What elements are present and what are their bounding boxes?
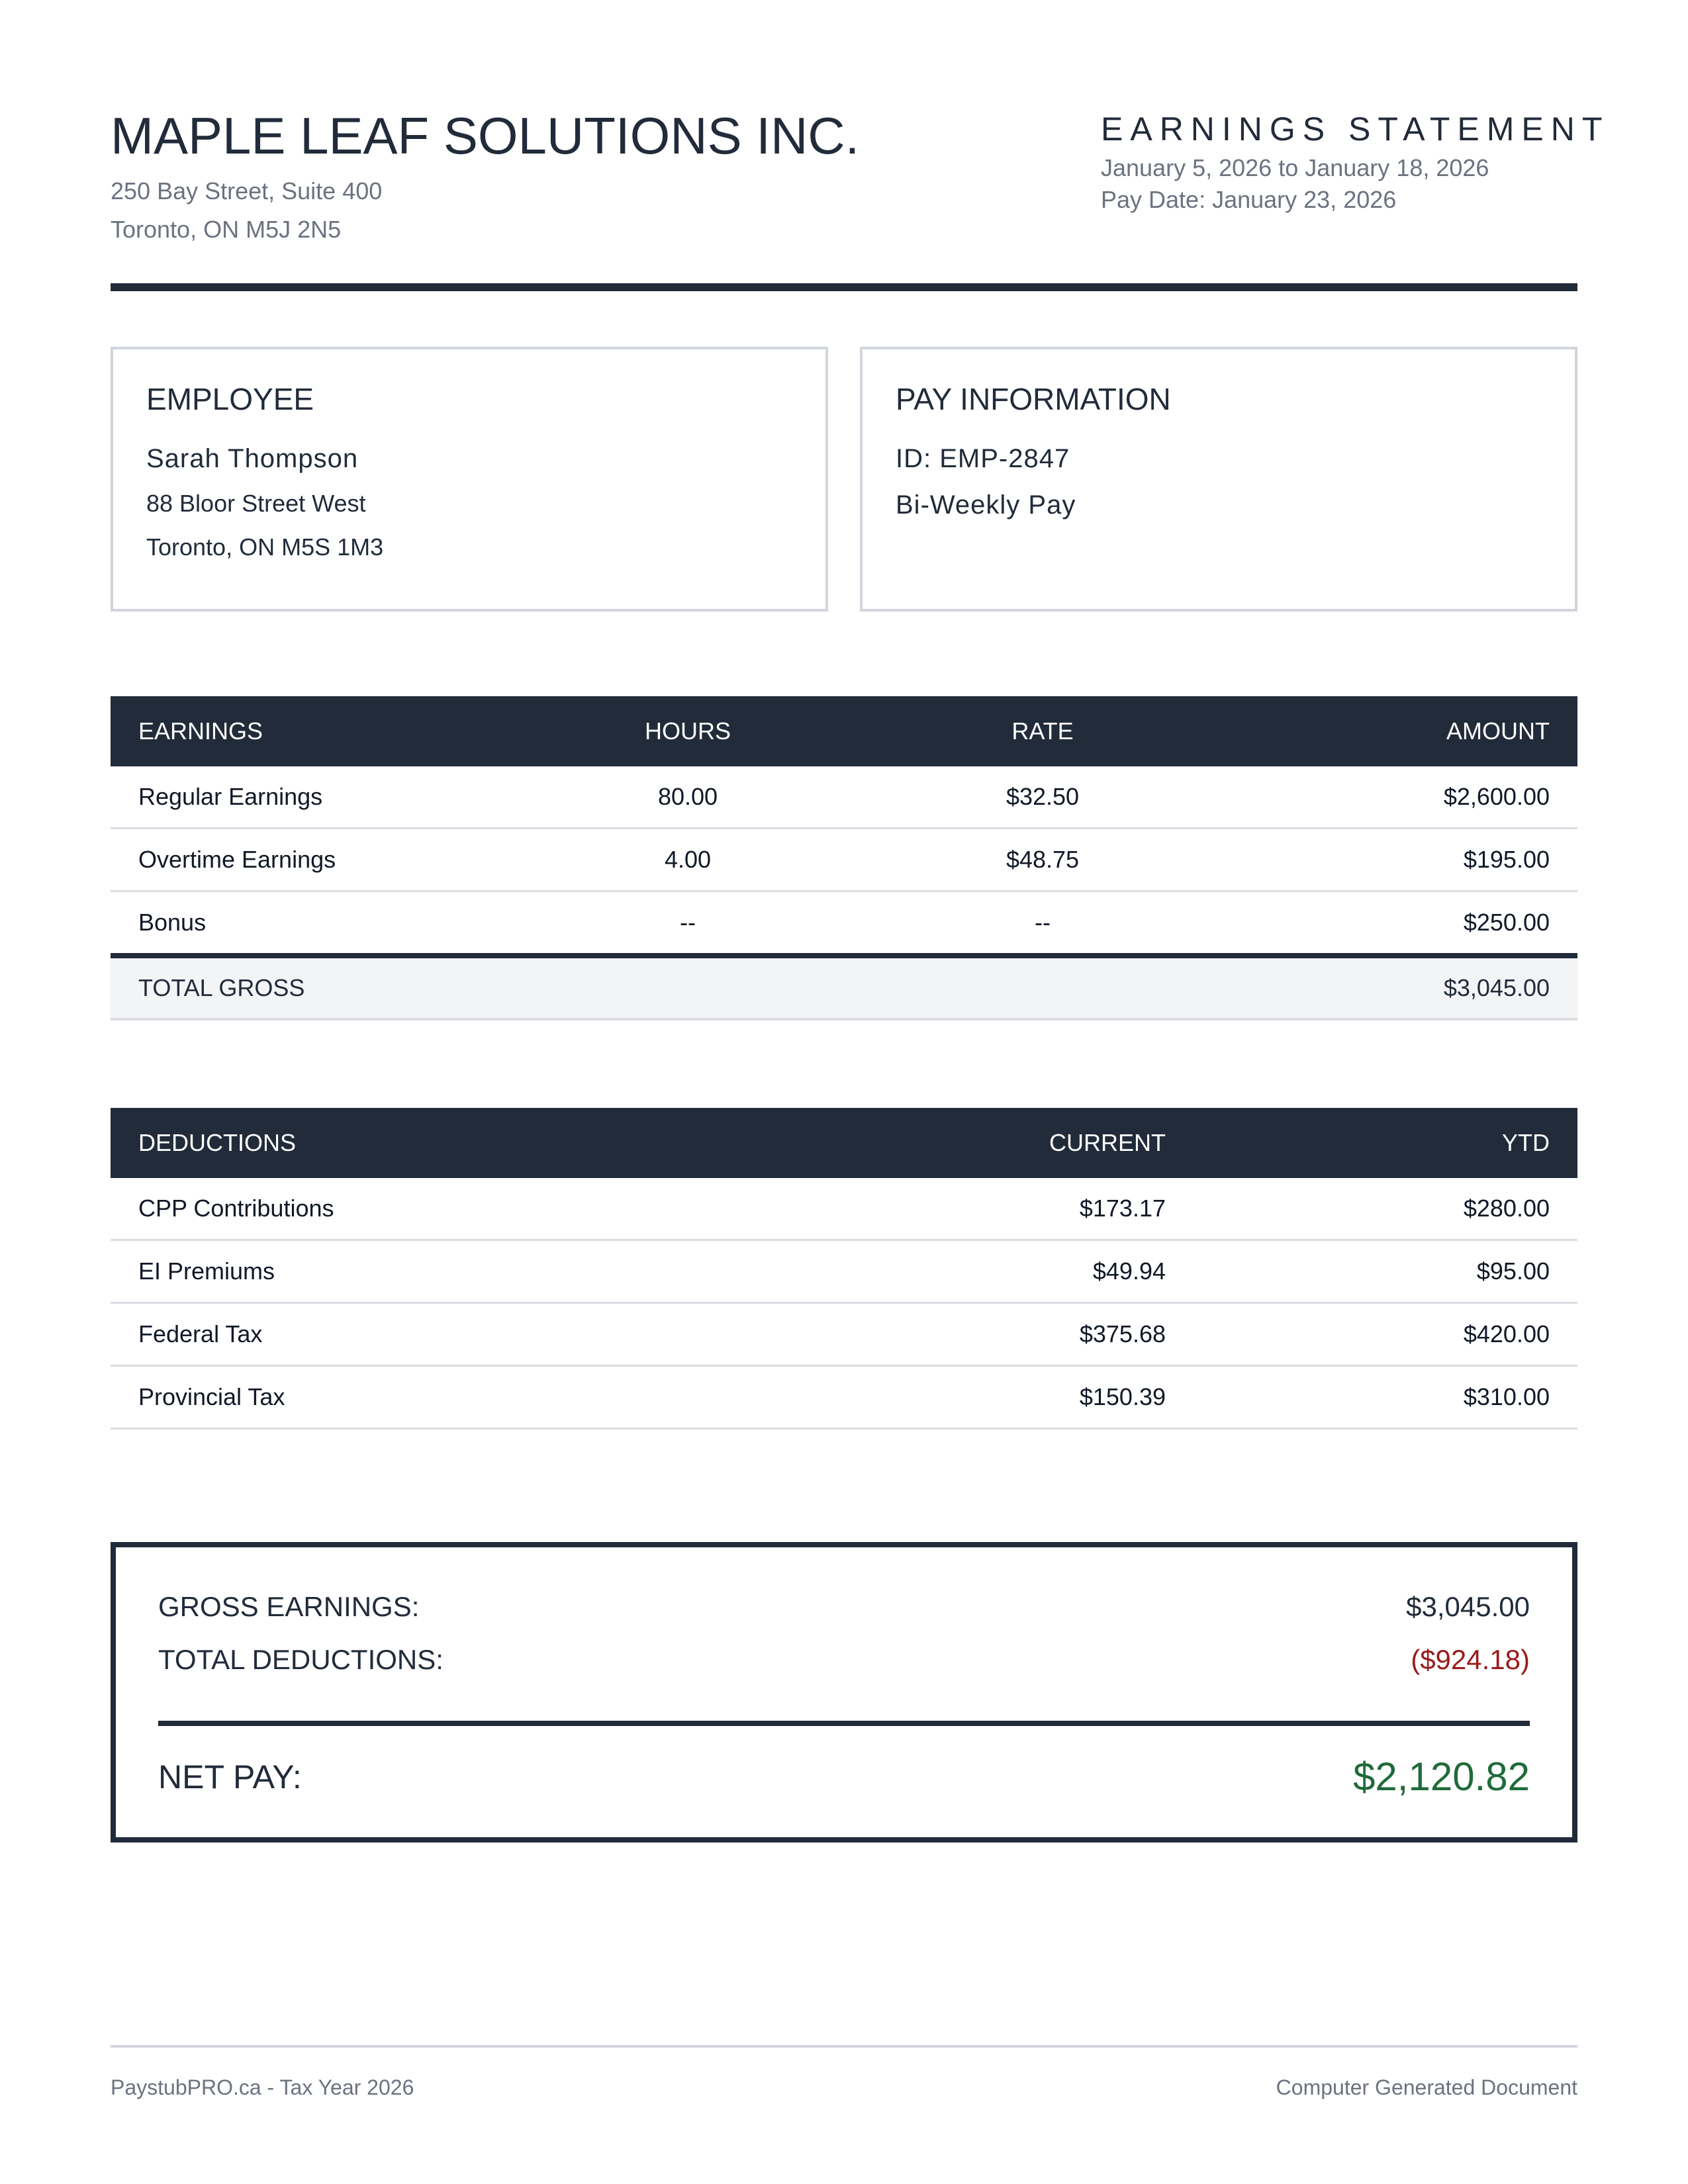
earning-amount: $250.00 (1265, 891, 1577, 956)
total-deductions-value: ($924.18) (1411, 1644, 1530, 1675)
employee-card (111, 347, 828, 612)
current-col-header: CURRENT (921, 1108, 1194, 1178)
net-pay-value: $2,120.82 (1353, 1754, 1530, 1799)
footer-source: PaystubPRO.ca - Tax Year 2026 (111, 2075, 414, 2099)
total-gross-row (111, 956, 1577, 1019)
employee-address-line2: Toronto, ON M5S 1M3 (146, 533, 384, 561)
employee-id: ID: EMP-2847 (896, 444, 1070, 473)
earnings-table (111, 696, 1577, 1021)
earning-amount: $195.00 (1265, 829, 1577, 891)
table-row (111, 829, 1577, 891)
deductions-col-header: DEDUCTIONS (111, 1108, 921, 1178)
deduction-name: Federal Tax (111, 1303, 921, 1366)
deduction-ytd: $310.00 (1194, 1366, 1577, 1429)
table-row (111, 891, 1577, 956)
table-row (111, 1366, 1577, 1429)
header-divider (111, 283, 1577, 291)
deduction-ytd: $280.00 (1194, 1178, 1577, 1240)
gross-earnings-row (158, 1588, 1530, 1625)
deduction-name: CPP Contributions (111, 1178, 921, 1240)
earning-name: Bonus (111, 891, 555, 956)
company-address-line1: 250 Bay Street, Suite 400 (111, 177, 383, 205)
deduction-current: $49.94 (921, 1240, 1194, 1303)
statement-title: EARNINGS STATEMENT (1101, 111, 1610, 148)
deduction-ytd: $95.00 (1194, 1240, 1577, 1303)
summary-divider (158, 1721, 1530, 1726)
pay-summary-box (111, 1542, 1577, 1843)
document-header (111, 106, 1610, 285)
ytd-col-header: YTD (1194, 1108, 1577, 1178)
hours-col-header: HOURS (555, 696, 820, 766)
deduction-current: $173.17 (921, 1178, 1194, 1240)
gross-earnings-label: GROSS EARNINGS: (158, 1591, 420, 1622)
earnings-statement-page (111, 0, 1610, 2184)
earning-hours: -- (555, 891, 820, 956)
company-address (111, 172, 382, 249)
earning-name: Regular Earnings (111, 766, 555, 829)
company-address-line2: Toronto, ON M5J 2N5 (111, 216, 342, 243)
company-name: MAPLE LEAF SOLUTIONS INC. (111, 107, 860, 165)
employee-address-line1: 88 Bloor Street West (146, 490, 366, 517)
deduction-name: EI Premiums (111, 1240, 921, 1303)
table-row (111, 1240, 1577, 1303)
employee-name: Sarah Thompson (146, 444, 359, 473)
pay-information-heading: PAY INFORMATION (896, 382, 1171, 416)
deduction-name: Provincial Tax (111, 1366, 921, 1429)
earning-rate: -- (820, 891, 1265, 956)
deduction-current: $150.39 (921, 1366, 1194, 1429)
deduction-current: $375.68 (921, 1303, 1194, 1366)
pay-period: January 5, 2026 to January 18, 2026 (1101, 154, 1489, 181)
net-pay-row (158, 1754, 1530, 1800)
earning-amount: $2,600.00 (1265, 766, 1577, 829)
earning-hours: 4.00 (555, 829, 820, 891)
employee-heading: EMPLOYEE (146, 382, 314, 416)
earning-rate: $48.75 (820, 829, 1265, 891)
total-deductions-label: TOTAL DEDUCTIONS: (158, 1644, 444, 1675)
total-gross-label: TOTAL GROSS (111, 956, 555, 1019)
statement-info (1101, 106, 1610, 216)
total-deductions-row (158, 1641, 1530, 1678)
net-pay-label: NET PAY: (158, 1758, 302, 1796)
pay-frequency: Bi-Weekly Pay (896, 490, 1076, 520)
earning-name: Overtime Earnings (111, 829, 555, 891)
earnings-col-header: EARNINGS (111, 696, 555, 766)
table-row (111, 1303, 1577, 1366)
rate-col-header: RATE (820, 696, 1265, 766)
earnings-header-row (111, 696, 1577, 766)
deduction-ytd: $420.00 (1194, 1303, 1577, 1366)
pay-date: Pay Date: January 23, 2026 (1101, 186, 1397, 213)
gross-earnings-value: $3,045.00 (1406, 1591, 1530, 1622)
footer-note: Computer Generated Document (1276, 2075, 1577, 2099)
total-gross-amount: $3,045.00 (1265, 956, 1577, 1019)
deductions-header-row (111, 1108, 1577, 1178)
table-row (111, 1178, 1577, 1240)
table-row (111, 766, 1577, 829)
amount-col-header: AMOUNT (1265, 696, 1577, 766)
deductions-table (111, 1108, 1577, 1430)
earning-rate: $32.50 (820, 766, 1265, 829)
footer-divider (111, 2045, 1577, 2048)
pay-information-card (860, 347, 1577, 612)
earning-hours: 80.00 (555, 766, 820, 829)
